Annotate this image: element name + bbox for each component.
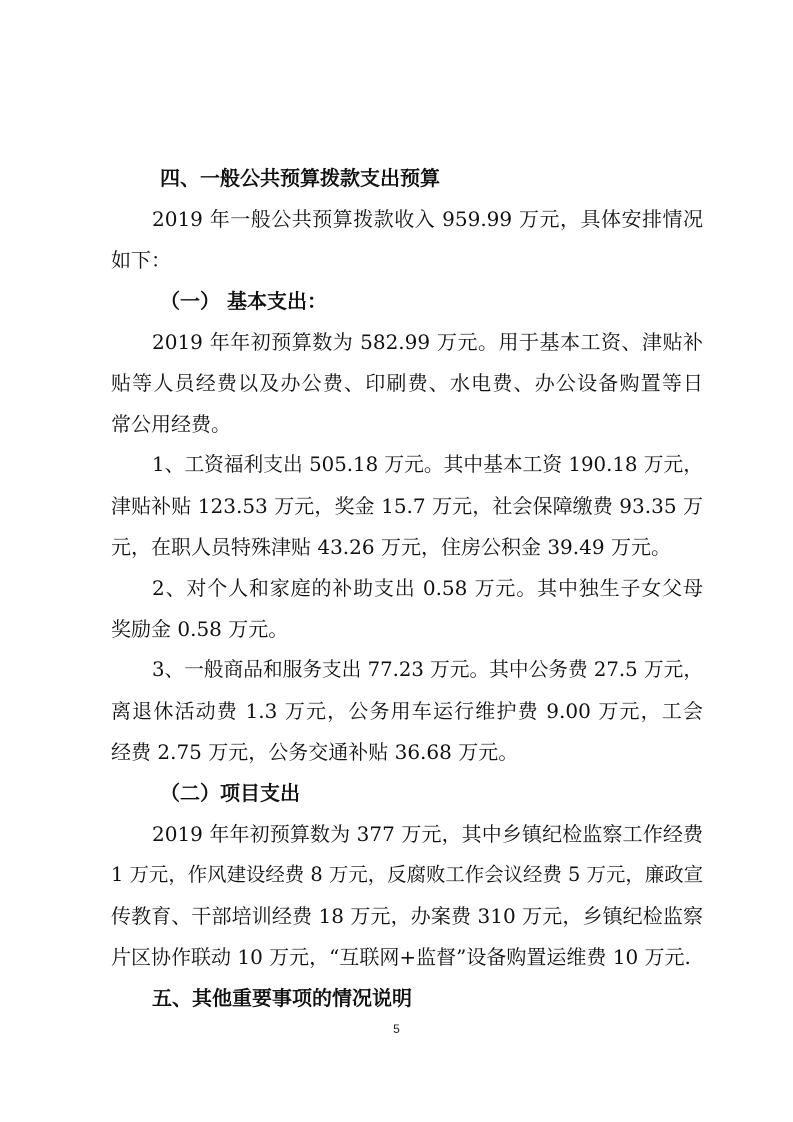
page-number: 5: [393, 1022, 400, 1036]
section-heading-general-budget: 四、一般公共预算拨款支出预算: [160, 166, 440, 190]
basic-para-line-3: 常公用经费。: [111, 412, 231, 436]
project-para-line-4: 片区协作联动 10 万元，“互联网+监督”设备购置运维费 10 万元.: [111, 945, 691, 969]
section-heading-other-matters: 五、其他重要事项的情况说明: [152, 986, 412, 1010]
item3-line-3: 经费 2.75 万元，公务交通补贴 36.68 万元。: [111, 740, 519, 764]
item3-line-1: 3、一般商品和服务支出 77.23 万元。其中公务费 27.5 万元，: [152, 658, 703, 681]
subheading-project-expenditure: （二）项目支出: [160, 781, 300, 805]
basic-para-line-2: 贴等人员经费以及办公费、印刷费、水电费、办公设备购置等日: [111, 371, 703, 395]
project-para-line-1: 2019 年年初预算数为 377 万元，其中乡镇纪检监察工作经费: [152, 822, 703, 846]
item3-line-2: 离退休活动费 1.3 万元，公务用车运行维护费 9.00 万元，工会: [111, 699, 703, 723]
item1-line-2: 津贴补贴 123.53 万元，奖金 15.7 万元，社会保障缴费 93.35 万: [111, 494, 703, 518]
item2-line-2: 奖励金 0.58 万元。: [111, 617, 289, 641]
item1-line-1: 1、工资福利支出 505.18 万元。其中基本工资 190.18 万元，: [152, 453, 703, 476]
project-para-line-2: 1 万元，作风建设经费 8 万元，反腐败工作会议经费 5 万元，廉政宣: [111, 863, 703, 886]
project-para-line-3: 传教育、干部培训经费 18 万元，办案费 310 万元，乡镇纪检监察: [111, 904, 703, 928]
intro-line-1: 2019 年一般公共预算拨款收入 959.99 万元，具体安排情况: [152, 207, 703, 231]
item1-line-3: 元，在职人员特殊津贴 43.26 万元，住房公积金 39.49 万元。: [111, 535, 671, 559]
subheading-basic-expenditure: （一） 基本支出：: [160, 289, 327, 313]
item2-line-1: 2、对个人和家庭的补助支出 0.58 万元。其中独生子女父母: [152, 576, 703, 600]
basic-para-line-1: 2019 年年初预算数为 582.99 万元。用于基本工资、津贴补: [152, 330, 703, 354]
intro-line-2: 如下：: [111, 248, 171, 272]
